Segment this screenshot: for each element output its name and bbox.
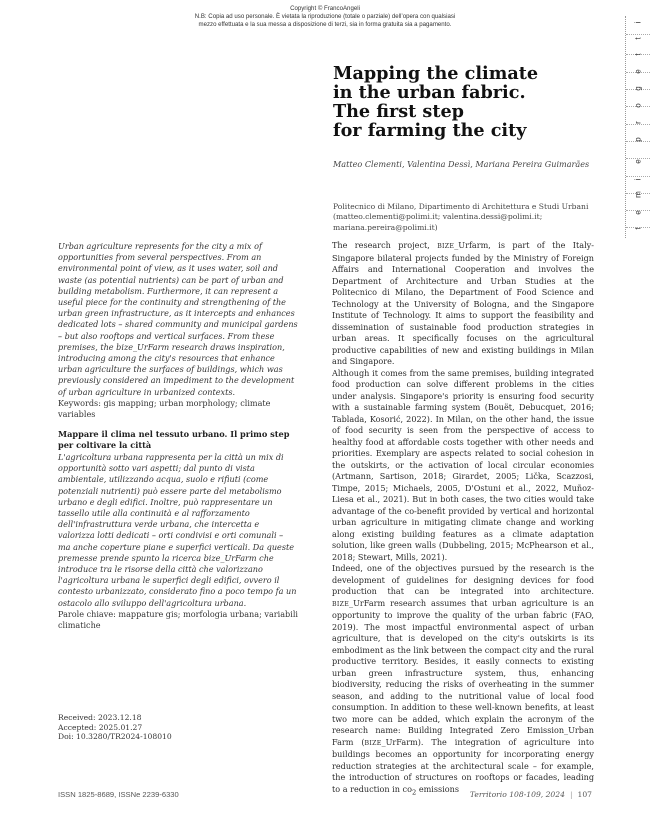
body-paragraph [332,563,594,799]
copyright-line: Copyright © FrancoAngeli [290,5,360,12]
text-run: _Urfarm, is part of the Italy-Singapore bilateral projects funded by the Ministry of Foreign Affairs and International Cooperation and involves the Department of Architecture and Urban Studies at the Politecnico di Milano, the Department of Food Science and Technology at the University of Bologna, and the Singapore Institute of Technology. It aims to support the feasibility and dissemination of sustainable food production strategies in urban areas. It specifically focuses on the agricultural productive capabilities of new and existing buildings in Milan and Singapore. [332,240,594,366]
abstract-english [58,241,298,420]
accepted-date: Accepted: 2025.01.27 [58,722,143,732]
affiliation-emails: mariana.pereira@polimi.it) [333,222,438,232]
title-line: in the urban fabric. [333,82,526,103]
section-tag-letter: p [633,137,643,142]
body-text [332,240,594,799]
received-date: Received: 2023.12.18 [58,713,142,722]
keywords: Keywords: gis mapping; urban morphology; climate variables [58,397,271,420]
title-line: Mapping the climate [333,63,539,84]
subscript: 2 [411,788,417,797]
section-tag-letter: g [633,86,643,91]
article-dates [58,713,298,742]
authors: Matteo Clementi, Valentina Dessì, Mariana Pereira Guimarães [333,159,590,169]
affiliation-line: Politecnico di Milano, Dipartimento di Architettura e Studi Urbani [333,202,589,211]
copyright-warning-line-1: N.B: Copia ad uso personale. È vietata la riproduzione (totale o parziale) dell’opera con qualsiasi [194,13,456,20]
divider: | [569,790,573,799]
keywords: Parole chiave: mappature gis; morfologia urbana; variabili climatiche [58,608,298,631]
section-tag-letter: e [633,210,643,215]
section-tag-letter: r [633,121,643,124]
section-tag-letter: i [633,21,643,24]
section-tag-letter: t [633,53,643,56]
text-run: The research project, [332,240,438,250]
issn: ISSN 1825-8689, ISSNe 2239-6330 [58,790,179,799]
page-footer [470,790,592,799]
section-tag [625,16,650,238]
text-run: _UrFarm research assumes that urban agriculture is an opportunity to improve the quality of the urban fabric (FAO, 2019). The most impactful environmental aspect of urban agriculture, that is developed on the city's outskirts is its embodiment as the link between the compact city and the rural productive territory. Besides, it easily connects to existing urban green infrastructure system, thus, enhancing biodiversity, reducing the risks of overheating in the summer season, and adding to the nutritional value of local food consumption. In addition to these well-known benefits, at least two more can be added, which explain the acronym of the research name: Building Integrated Zero Emission_Urban Farm ( [332,597,594,747]
body-paragraph [332,240,594,368]
doi: Doi: 10.3280/TR2024-108010 [58,732,172,742]
italian-title: Mappare il clima nel tessuto urbano. Il primo step per coltivare la città [58,429,290,450]
body-paragraph: Although it comes from the same premises, building integrated food production can solve different problems in the cities under analysis. Singapore's priority is ensuring food security with a sustainable farming system (Bouët, Debucquet, 2016; Tablada, Kosorić, 2022). In Milan, on the other hand, the issue of food security is seen from the perspective of access to healthy food at affordable costs together with other needs and priorities. Exemplary are aspects related to social cohesion in the outskirts, or the activation of local circular economies (Artmann, Sartison, 2018; Girardet, 2005; Lička, Scazzosi, Timpe, 2015; Michaels, 2005, D'Ostuni et al., 2022, Muñoz-Liesa et al., 2021). But in both cases, the two cities would take advantage of the co-benefit provided by vertical and horizontal urban agriculture in mitigating climate change and working along existing building features as a climate adaptation solution, like green walls (Dubbeling, 2015; McPhearson et al., 2018; Stewart, Mills, 2021). [332,367,594,562]
affiliation-emails: (matteo.clementi@polimi.it; valentina.dessi@polimi.it; [333,212,543,222]
text-run: emissions [416,783,460,794]
acronym: BIZE [437,243,455,250]
acronym: BIZE [364,739,382,747]
section-tag-letter: e [633,159,643,164]
journal-name: Territorio 108-109, 2024 [469,790,565,799]
text-run: _UrFarm). The integration of agriculture into buildings becomes an opportunity for incorporating energy reduction strategies at the architectural scale – for example, the introduction of structures on rooftops or facades, leading to a reduction in co [332,736,594,794]
abstract-text: Urban agriculture represents for the city a mix of opportunities from several perspectives. From an environmental point of view, as it uses water, soil and waste (as potential nutrients) can be part of urban and building metabolism. Furthermore, it can represent a useful piece for the continuity and strengthening of the urban green infrastructure, as it intercepts and enhances dedicated lots – shared community and municipal gardens – but also rooftops and vertical surfaces. From these premises, the bize_UrFarm research draws inspiration, introducing among the city's resources that enhance urban agriculture the surfaces of buildings, which was previously considered an impediment to the development of urban agriculture in urbanized contexts. [58,241,298,397]
affiliation [333,202,613,233]
acronym: BIZE [332,600,350,608]
section-tag-letter: t [633,227,643,230]
article-title [333,64,623,140]
title-line: The first step [333,101,464,122]
section-tag-letter: o [633,103,643,108]
title-line: for farming the city [333,120,527,141]
copyright-warning-line-2: mezzo effettuata e la sua messa a disposizione di terzi, sia in forma gratuita sia a pagamento. [198,21,452,28]
section-tag-letter: t [633,37,643,40]
abstract-italian [58,452,298,631]
section-tag-letter: e [633,69,643,74]
section-tag-letter: m [633,191,643,198]
text-run: Indeed, one of the objectives pursued by the research is the development of guidelines for designing devices for food production that can be integrated into architecture. [332,563,594,596]
page-number: 107 [577,790,592,799]
section-tag-letter: i [633,178,643,181]
abstract-text: L'agricoltura urbana rappresenta per la città un mix di opportunità sotto vari aspetti; dal punto di vista ambientale, utilizzando acqua, suolo e rifiuti (come potenziali nutrienti) può essere parte del metabolismo urbano e degli edifici. Inoltre, può rappresentare un tassello utile alla continuità e al rafforzamento dell'infrastruttura verde urbana, che intercetta e valorizza lotti dedicati – orti condivisi e orti comunali – ma anche coperture piane e superfici verticali. Da queste premesse prende spunto la ricerca bize_UrFarm che introduce tra le risorse della città che valorizzano l'agricoltura urbana le superfici degli edifici, ovvero il contesto urbanizzato, considerato fino a poco tempo fa un ostacolo allo sviluppo dell'agricoltura urbana. [58,452,297,608]
copyright-notice [0,5,650,29]
